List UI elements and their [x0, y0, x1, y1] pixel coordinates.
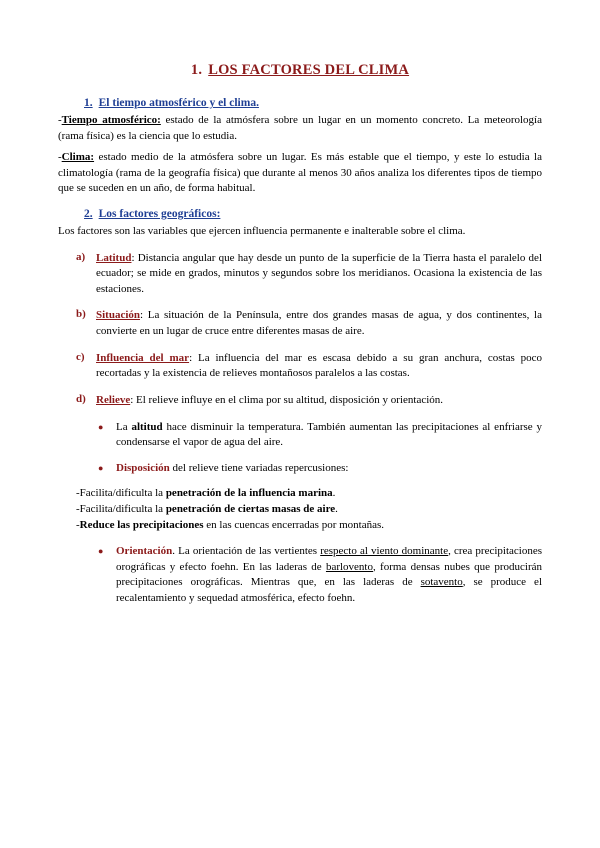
- definition-clima-text: estado medio de la atmósfera sobre un lugar. Es más estable que el tiempo, y este lo estudia la climatología (rama de la geografía física) que durante al menos 30 años analiza los diferentes tipos de tiempo que se suceden en un año, de forma habitual.: [58, 151, 542, 195]
- factor-lead-influencia-del-mar: Influencia del mar: [96, 351, 190, 364]
- subline-3-plain1: -: [76, 519, 80, 532]
- definition-clima: [58, 150, 542, 197]
- subline-1-bold: penetración de la influencia marina: [165, 487, 333, 500]
- factor-lead-relieve: Relieve: [96, 393, 131, 406]
- bullet-dot-icon: ●: [98, 421, 104, 432]
- bullet-altitud-after: hace disminuir la temperatura. También aumentan las precipitaciones al enfriarse y condensarse el vapor de agua del aire.: [116, 420, 542, 449]
- term-tiempo-atmosferico: Tiempo atmosférico:: [61, 114, 161, 126]
- definition-tiempo-atmosferico-text: estado de la atmósfera sobre un lugar en un momento concreto. La meteorología (rama física) es la ciencia que lo estudia.: [58, 114, 542, 142]
- section-1-title: El tiempo atmosférico y el clima.: [98, 97, 259, 109]
- subline-2-bold: penetración de ciertas masas de aire: [165, 503, 336, 516]
- factor-marker-c: c): [76, 350, 85, 363]
- section-2-title: Los factores geográficos:: [98, 208, 221, 221]
- bullet-altitud-before: La: [116, 420, 132, 433]
- section-2-heading: [58, 208, 542, 220]
- subline-3-plain2: en las cuencas encerradas por montañas.: [203, 519, 385, 532]
- dash-1: -: [58, 114, 62, 126]
- factor-body-influencia-del-mar: : La influencia del mar es escasa debido a su gran anchura, costas poco recortadas y la existencia de relieves montañosos paralelos a las costas.: [96, 351, 543, 380]
- bullet-disposicion: [58, 461, 542, 477]
- subline-2-plain2: .: [335, 503, 338, 516]
- factor-lead-latitud: Latitud: [96, 251, 132, 264]
- term-clima: Clima:: [61, 151, 95, 164]
- subline-influencia-marina: [76, 486, 542, 502]
- page-title-number: 1.: [190, 62, 203, 78]
- definition-tiempo-atmosferico: [58, 113, 542, 144]
- section-1-heading: [58, 97, 542, 109]
- bullet-orientacion-term: Orientación: [116, 545, 173, 558]
- bullet-altitud: [58, 420, 542, 451]
- factor-body-latitud: : Distancia angular que hay desde un punto de la superficie de la Tierra hasta el paralelo del ecuador; se mide en grados, minutos y segundos sobre los meridianos. Ocasiona la existencia de las estaciones.: [96, 251, 542, 295]
- page-title-text: LOS FACTORES DEL CLIMA: [208, 62, 410, 78]
- subline-3-bold: Reduce las precipitaciones: [79, 519, 204, 532]
- bullet-text-altitud: [116, 420, 542, 451]
- bullet-dot-icon: ●: [98, 462, 104, 473]
- page-title: [58, 62, 542, 79]
- factor-lead-situacion: Situación: [96, 309, 141, 322]
- factor-text-influencia-del-mar: [96, 351, 542, 382]
- dash-2: -: [58, 151, 62, 164]
- factor-text-situacion: [96, 308, 542, 339]
- bullet-disposicion-term: Disposición: [116, 461, 170, 474]
- section-2-number: 2.: [84, 208, 93, 221]
- bullet-orientacion: [58, 544, 542, 606]
- subline-reduce-precipitaciones: [76, 518, 542, 534]
- factor-item-latitud: [58, 251, 542, 298]
- bullet-disposicion-after: del relieve tiene variadas repercusiones:: [169, 461, 349, 474]
- factor-text-relieve: [96, 393, 542, 409]
- section-2-intro: Los factores son las variables que ejercen influencia permanente e inalterable sobre el clima.: [58, 225, 466, 238]
- factor-text-latitud: [96, 251, 542, 298]
- subline-2-plain1: -Facilita/dificulta la: [76, 503, 166, 516]
- bullet-text-disposicion: [116, 461, 542, 477]
- subline-masas-de-aire: [76, 502, 542, 518]
- disposicion-sublines: [58, 486, 542, 534]
- bullet-text-orientacion: [116, 544, 542, 606]
- bullet-altitud-term: altitud: [131, 420, 163, 433]
- subline-1-plain1: -Facilita/dificulta la: [76, 487, 166, 500]
- factor-item-relieve: [58, 393, 542, 409]
- factor-marker-b: b): [76, 308, 86, 321]
- factor-body-situacion: : La situación de la Península, entre dos grandes masas de agua, y dos continentes, la convierte en un lugar de cruce entre diferentes masas de aire.: [96, 309, 542, 338]
- bullet-orientacion-after: . La orientación de las vertientes respecto al viento dominante, crea precipitaciones orográficas y efecto foehn. En las laderas de barlovento, forma densas nubes que producirán precipitaciones orográficas. Mientras que, en las laderas de sotavento, se produce el recalentamiento y sequedad atmosférica, efecto foehn.: [116, 545, 542, 604]
- factor-item-situacion: [58, 308, 542, 339]
- subline-1-plain2: .: [332, 487, 336, 500]
- factor-marker-d: d): [76, 392, 86, 405]
- bullet-dot-icon: ●: [98, 546, 104, 557]
- section-1-number: 1.: [84, 97, 93, 109]
- factor-marker-a: a): [76, 250, 86, 263]
- factor-body-relieve: : El relieve influye en el clima por su altitud, disposición y orientación.: [130, 393, 444, 406]
- factor-item-influencia-del-mar: [58, 351, 542, 382]
